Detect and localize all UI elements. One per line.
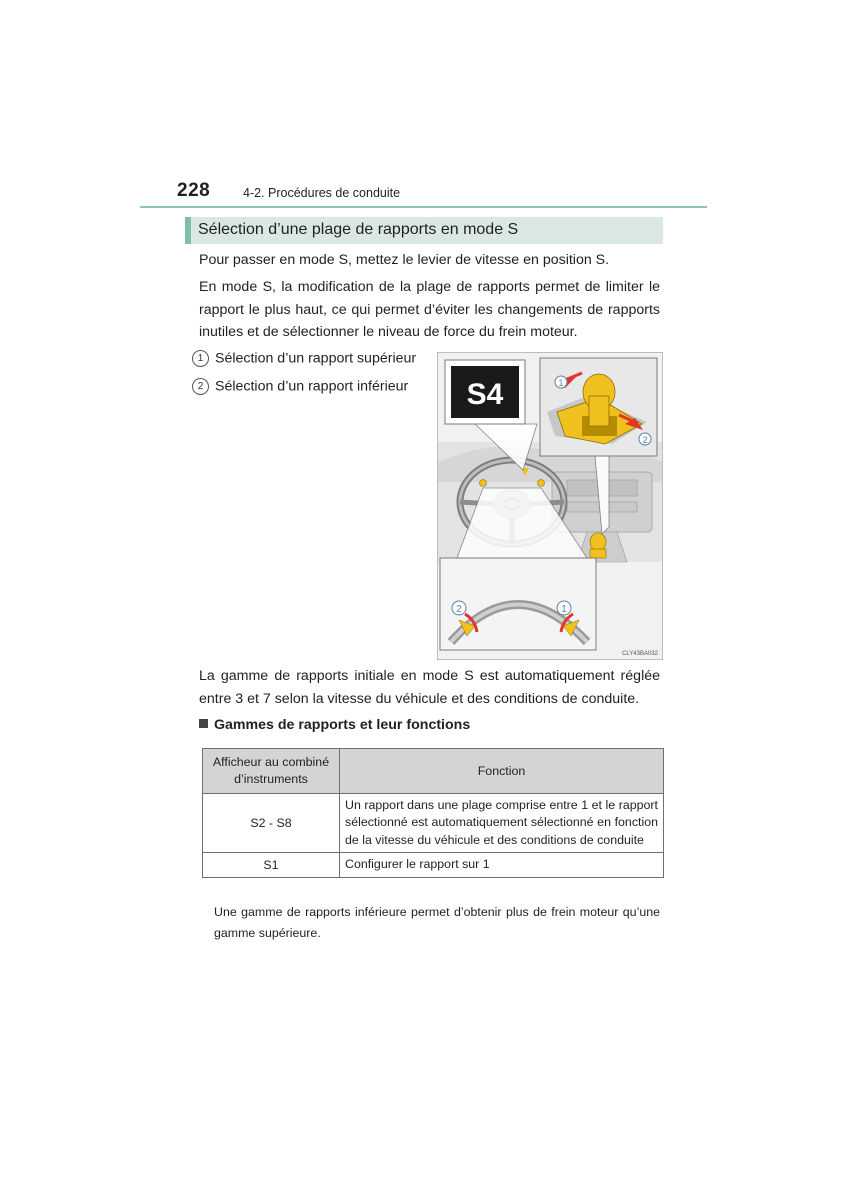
inset-marker-1: 1 (558, 378, 564, 388)
section-title-bar (185, 217, 663, 244)
legend-item-downshift (192, 378, 408, 395)
figure-code: CLY43BA032 (622, 651, 658, 657)
subheading (199, 717, 470, 733)
legend-item-upshift (192, 350, 416, 367)
paragraph-intro: Pour passer en mode S, mettez le levier de vitesse en position S. (199, 252, 610, 268)
legend-number: 1 (192, 350, 209, 367)
section-path: 4-2. Procédures de conduite (243, 186, 401, 200)
header-function: Fonction (340, 749, 664, 794)
header-rule (140, 206, 707, 208)
inset-marker-2: 2 (642, 435, 648, 445)
section-title: Sélection d’une plage de rapports en mode S (198, 221, 519, 238)
paragraph-initial-range: La gamme de rapports initiale en mode S est automatiquement réglée entre 3 et 7 selon la vitesse du véhicule et des conditions de conduite. (199, 668, 660, 707)
cell-function: Un rapport dans une plage comprise entre 1 et le rapport sélectionné est automatiquement sélectionné en fonction de la vitesse du véhicule et des conditions de conduite (340, 794, 664, 853)
subheading-text: Gammes de rapports et leur fonctions (214, 717, 471, 733)
gear-range-table (202, 748, 664, 878)
cell-function: Configurer le rapport sur 1 (340, 853, 664, 877)
table-row (203, 794, 664, 853)
title-accent (185, 217, 191, 244)
paddle-marker-2: 2 (456, 604, 462, 615)
paragraph-mode-s: En mode S, la modification de la plage de rapports permet de limiter le rapport le plus haut, ce qui permet d’éviter les changements de rapports inutiles et de sélectionner le niveau de force du frein moteur. (199, 279, 660, 340)
cell-display: S1 (203, 853, 340, 877)
legend-text: Sélection d’un rapport inférieur (215, 378, 409, 395)
cell-display: S2 - S8 (203, 794, 340, 853)
dashboard-illustration (437, 352, 663, 660)
gear-display-readout: S4 (466, 378, 504, 411)
header-display: Afficheur au combiné d’instruments (203, 749, 340, 794)
legend-text: Sélection d’un rapport supérieur (215, 350, 417, 367)
table-header-row (203, 749, 664, 794)
bullet-square (199, 719, 208, 728)
page-number: 228 (177, 180, 211, 201)
paddle-marker-1: 1 (561, 604, 567, 615)
legend-number: 2 (192, 378, 209, 395)
table-row (203, 853, 664, 877)
engine-brake-note: Une gamme de rapports inférieure permet d’obtenir plus de frein moteur qu’une gamme supérieure. (214, 905, 660, 940)
